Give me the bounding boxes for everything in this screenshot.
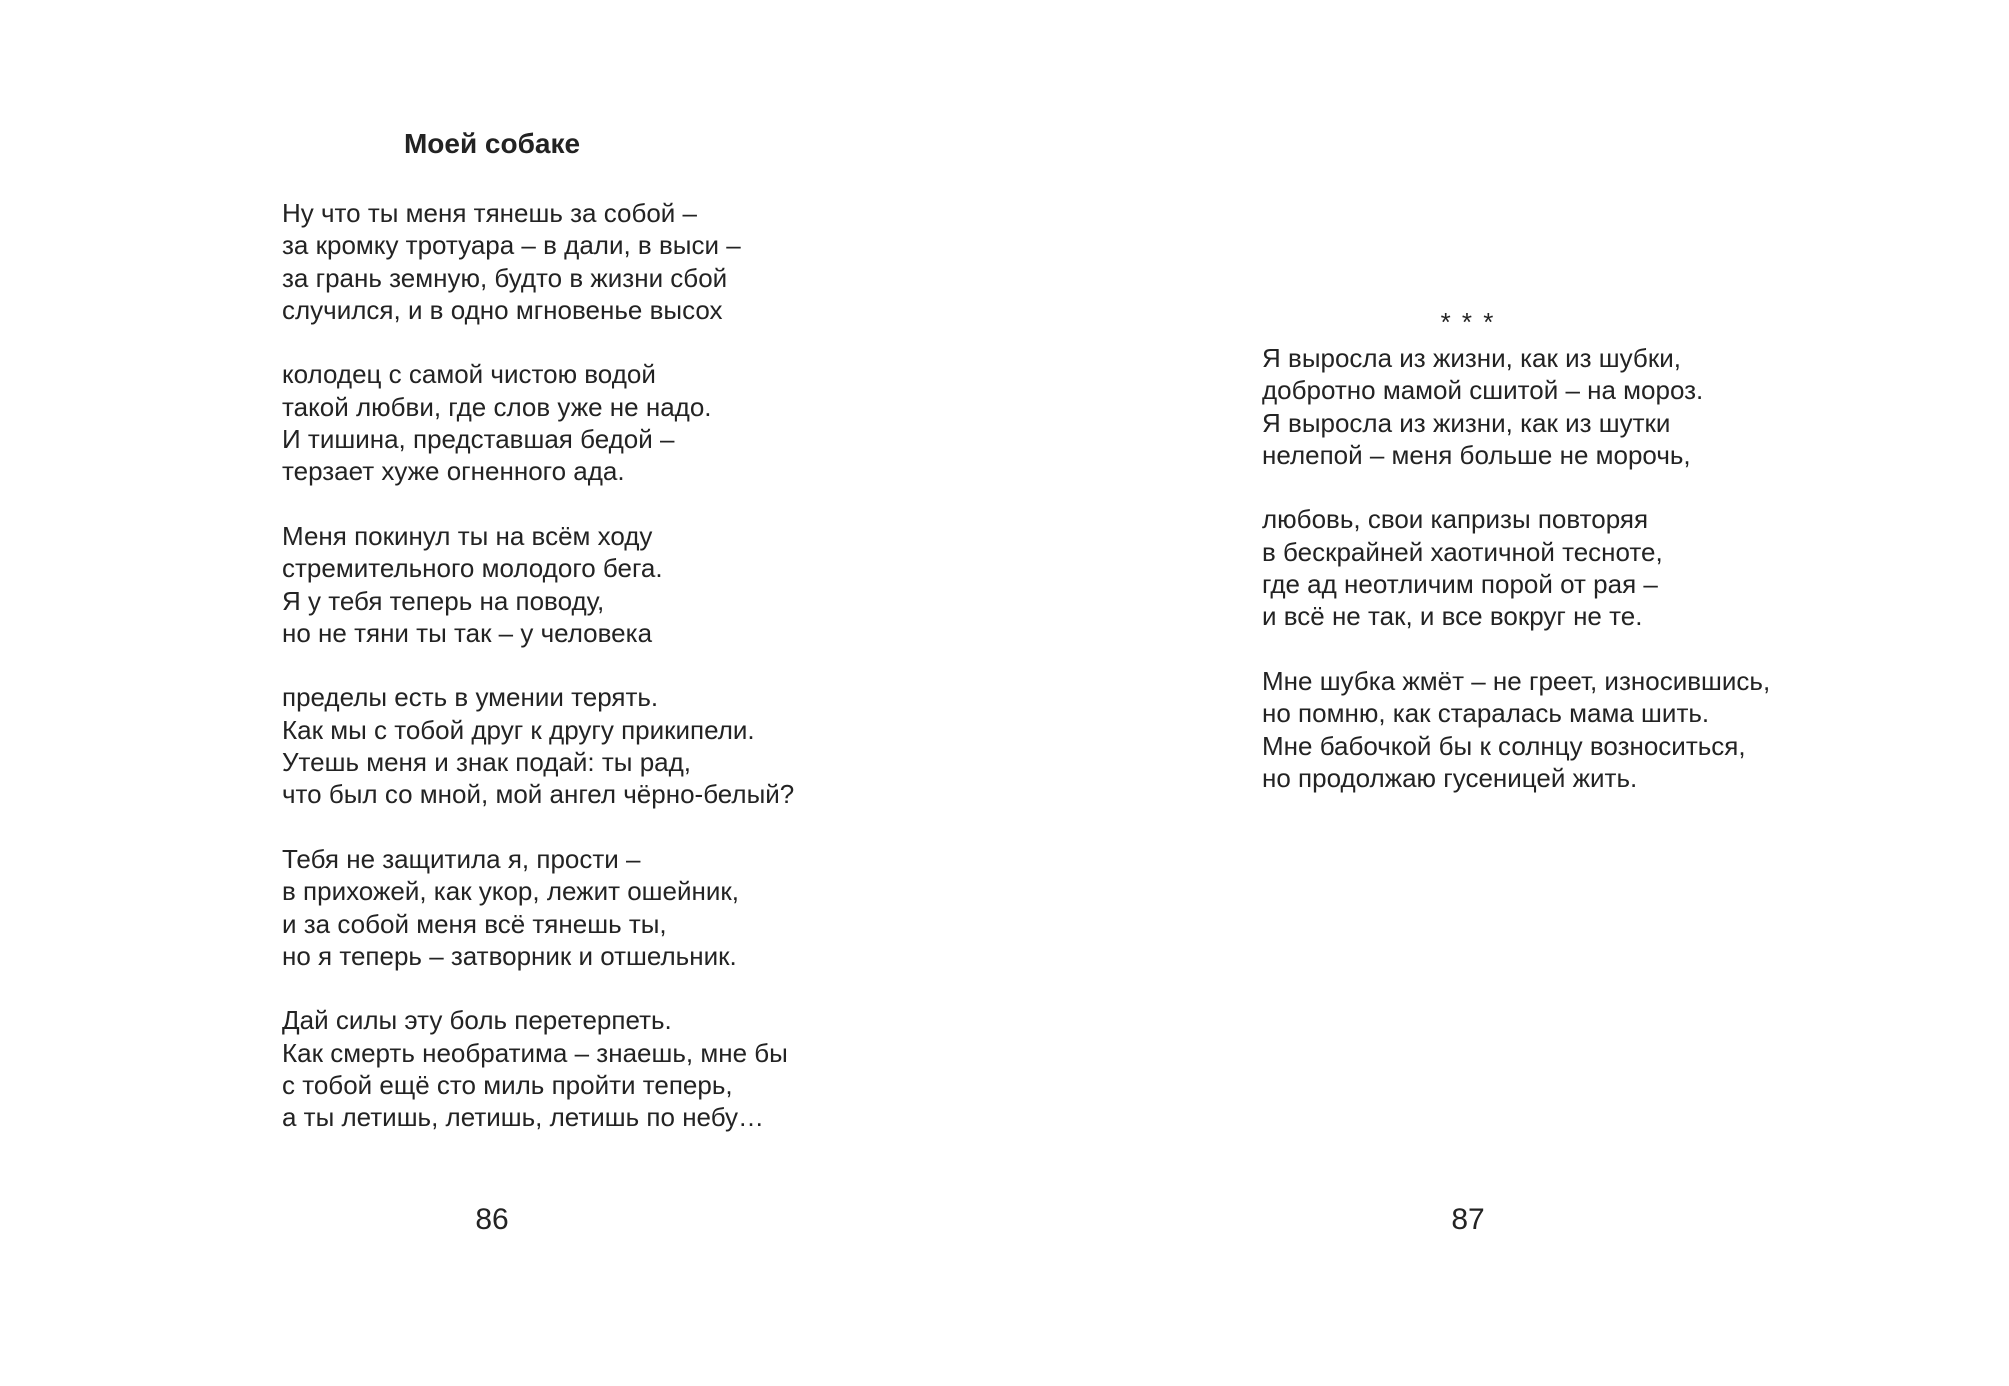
poem-line: терзает хуже огненного ада. [282, 456, 625, 487]
stanza [1262, 665, 1770, 794]
poem-line: но продолжаю гусеницей жить. [1262, 762, 1638, 793]
poem-line: пределы есть в умении терять. [282, 682, 659, 713]
poem-line: Мне бабочкой бы к солнцу возноситься, [1262, 730, 1746, 761]
poem-line: И тишина, представшая бедой – [282, 424, 675, 455]
poem-line: нелепой – меня больше не морочь, [1262, 439, 1691, 470]
poem-line: Я у тебя теперь на поводу, [282, 585, 605, 616]
poem-line: за грань земную, будто в жизни сбой [282, 262, 728, 293]
stanza [1262, 342, 1770, 471]
poem-line: Я выросла из жизни, как из шутки [1262, 407, 1671, 438]
poem-line: а ты летишь, летишь, летишь по небу… [282, 1102, 765, 1133]
poem-line: но не тяни ты так – у человека [282, 617, 653, 648]
poem-line: Меня покинул ты на всём ходу [282, 520, 653, 551]
poem-line: и за собой меня всё тянешь ты, [282, 908, 667, 939]
poem-line: Мне шубка жмёт – не греет, износившись, [1262, 665, 1771, 696]
page-number-left: 86 [475, 1203, 509, 1236]
poem-line: где ад неотличим порой от рая – [1262, 569, 1658, 600]
poem-line: что был со мной, мой ангел чёрно-белый? [282, 779, 795, 810]
poem-line: любовь, свои капризы повторяя [1262, 504, 1649, 535]
poem-line: колодец с самой чистою водой [282, 359, 656, 390]
poem-line: Как мы с тобой друг к другу прикипели. [282, 714, 755, 745]
poem-line: Дай силы эту боль перетерпеть. [282, 1005, 672, 1036]
poem-line: в прихожей, как укор, лежит ошейник, [282, 876, 740, 907]
poem-line: Утешь меня и знак подай: ты рад, [282, 747, 692, 778]
poem-line: Я выросла из жизни, как из шубки, [1262, 343, 1681, 373]
poem-right [1262, 342, 1770, 794]
poem-line: но я теперь – затворник и отшельник. [282, 940, 737, 971]
poem-line: и всё не так, и все вокруг не те. [1262, 601, 1643, 632]
poem-line: но помню, как старалась мама шить. [1262, 698, 1710, 729]
page-number-right: 87 [1451, 1203, 1485, 1236]
stanza [1262, 503, 1770, 632]
poem-title-asterisks: * * * [1440, 307, 1496, 337]
poem-line: за кромку тротуара – в дали, в выси – [282, 230, 741, 261]
poem-line: стремительного молодого бега. [282, 553, 663, 584]
poem-line: такой любви, где слов уже не надо. [282, 391, 712, 422]
poem-line: Как смерть необратима – знаешь, мне бы [282, 1037, 788, 1068]
poem-line: в бескрайней хаотичной тесноте, [1262, 536, 1663, 567]
poem-title: Моей собаке [403, 128, 581, 159]
poem-line: добротно мамой сшитой – на мороз. [1262, 375, 1704, 406]
poem-line: случился, и в одно мгновенье высох [282, 294, 723, 325]
poem-line: с тобой ещё сто миль пройти теперь, [282, 1070, 733, 1101]
poem-line: Тебя не защитила я, прости – [282, 843, 641, 874]
poem-line: Ну что ты меня тянешь за собой – [282, 198, 698, 228]
